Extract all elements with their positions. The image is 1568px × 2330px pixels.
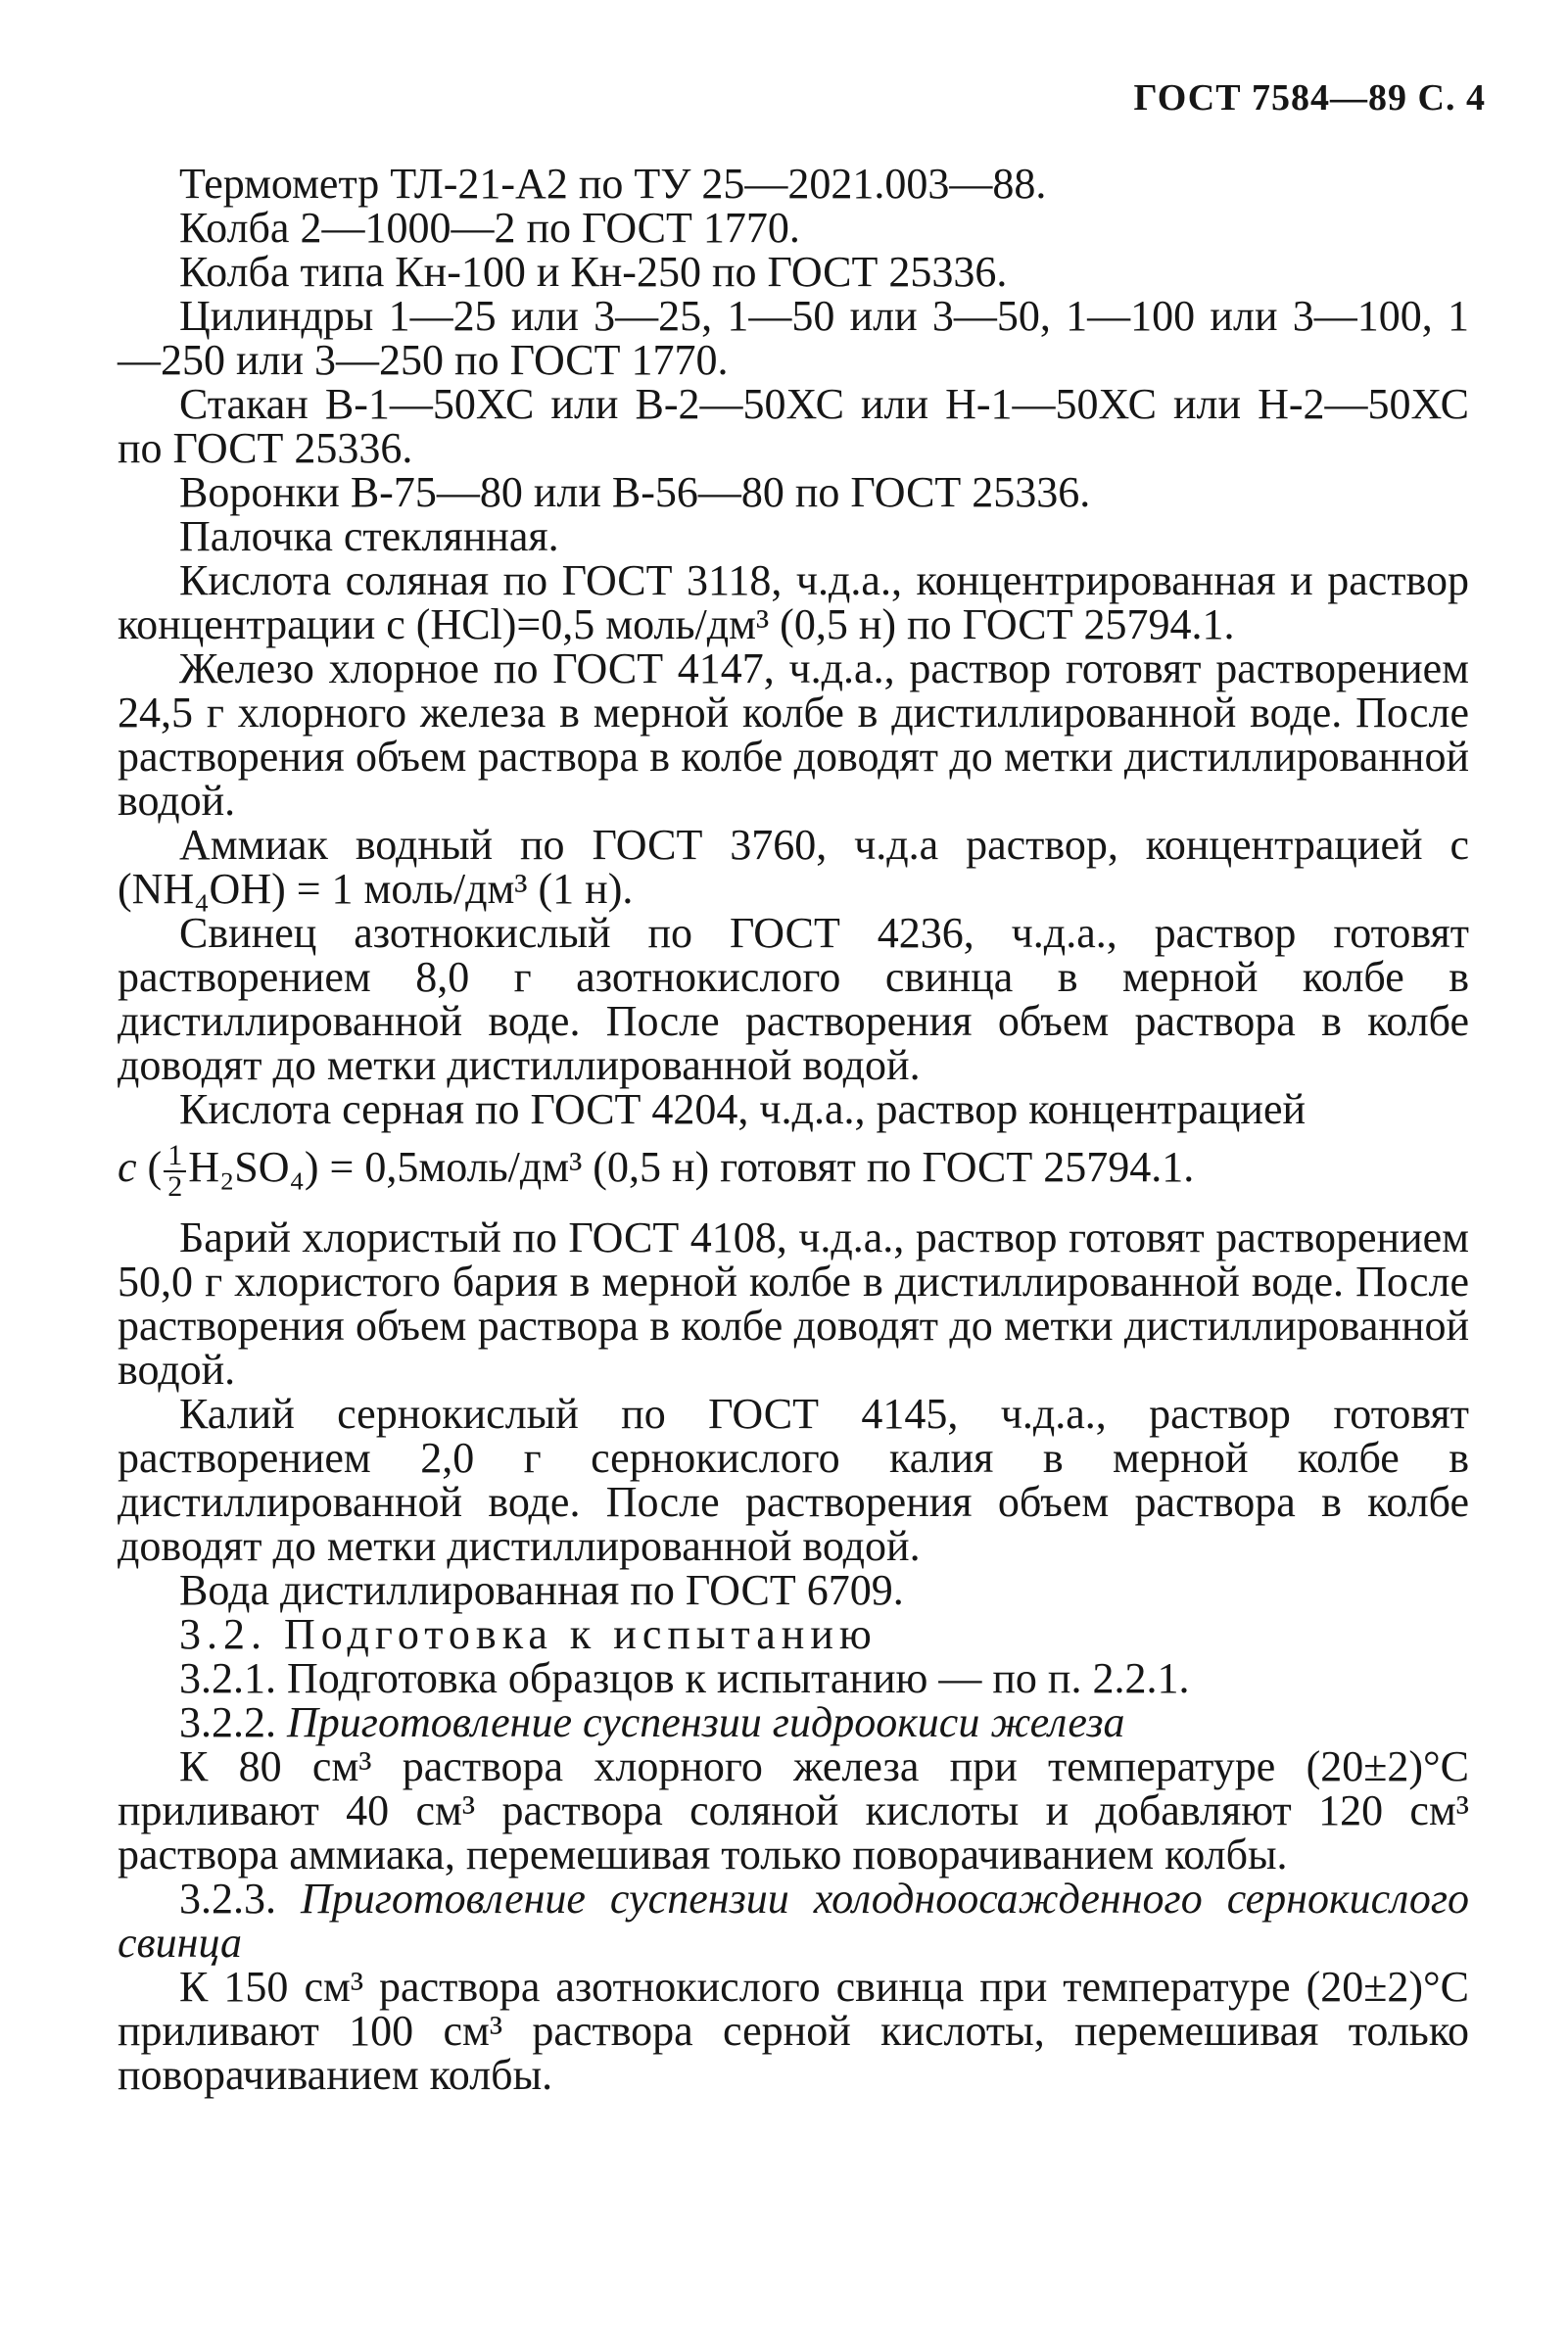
paragraph: Железо хлорное по ГОСТ 4147, ч.д.а., раствор готовят растворением 24,5 г хлорного железа в мерной колбе в дистиллированной воде. После растворения объем раствора в колбе доводят до метки дистиллированной водой. [118, 644, 1469, 825]
item-3-2-3-text: К 150 см³ раствора азотнокислого свинца при температуре (20±2)°С приливают 100 см³ раствора серной кислоты, перемешивая только поворачиванием колбы. [118, 1963, 1469, 2099]
paragraph: Палочка стеклянная. [179, 512, 559, 560]
paragraph: Калий сернокислый по ГОСТ 4145, ч.д.а., раствор готовят растворением 2,0 г сернокислого калия в мерной колбе в дистиллированной воде. После растворения объем раствора в колбе доводят до метки дистиллированной водой. [118, 1390, 1469, 1570]
paragraph: Кислота серная по ГОСТ 4204, ч.д.а., раствор концентрацией [179, 1085, 1307, 1133]
paragraph: Воронки В-75—80 или В-56—80 по ГОСТ 25336. [179, 468, 1091, 516]
document-body [118, 162, 1469, 2097]
item-number: 3.2.2. [179, 1698, 276, 1746]
fraction-numerator: 1 [164, 1141, 186, 1172]
paragraph: Кислота соляная по ГОСТ 3118, ч.д.а., концентрированная и раствор концентрации c (HCl)=0,5 моль/дм³ (0,5 н) по ГОСТ 25794.1. [118, 556, 1469, 648]
item-3-2-1: 3.2.1. Подготовка образцов к испытанию — по п. 2.2.1. [179, 1654, 1190, 1702]
paragraph: Колба 2—1000—2 по ГОСТ 1770. [179, 204, 800, 252]
paragraph: Термометр ТЛ-21-А2 по ТУ 25—2021.003—88. [179, 160, 1047, 208]
paragraph: Стакан В-1—50ХС или В-2—50ХС или Н-1—50ХС или Н-2—50ХС по ГОСТ 25336. [118, 380, 1469, 472]
paragraph: Аммиак водный по ГОСТ 3760, ч.д.а раствор, концентрацией c (NH₄OH) = 1 моль/дм³ (1 н). [118, 821, 1469, 913]
item-number: 3.2.3. [179, 1875, 276, 1923]
fraction-denominator: 2 [167, 1170, 183, 1203]
item-3-2-2-text: К 80 см³ раствора хлорного железа при температуре (20±2)°С приливают 40 см³ раствора соляной кислоты и добавляют 120 см³ раствора аммиака, перемешивая только поворачиванием колбы. [118, 1742, 1469, 1878]
paragraph: Вода дистиллированная по ГОСТ 6709. [179, 1566, 904, 1614]
item-3-2-3-heading [118, 1877, 1469, 1965]
item-title: Приготовление суспензии холодноосажденного сернокислого свинца [118, 1875, 1469, 1967]
item-title: Приготовление суспензии гидроокиси железа [287, 1698, 1125, 1746]
paragraph: Цилиндры 1—25 или 3—25, 1—50 или 3—50, 1—100 или 3—100, 1—250 или 3—250 по ГОСТ 1770. [118, 292, 1469, 384]
page-header: ГОСТ 7584—89 С. 4 [1133, 77, 1486, 119]
fraction [164, 1141, 186, 1202]
formula-open: ( [147, 1143, 163, 1192]
section-heading: 3.2. Подготовка к испытанию [179, 1610, 878, 1658]
item-3-2-2-heading [118, 1700, 1469, 1744]
sulfuric-acid-formula [118, 1131, 1469, 1215]
paragraph: Барий хлористый по ГОСТ 4108, ч.д.а., раствор готовят растворением 50,0 г хлористого бария в мерной колбе в дистиллированной воде. После растворения объем раствора в колбе доводят до метки дистиллированной водой. [118, 1213, 1469, 1394]
paragraph: Колба типа Кн-100 и Кн-250 по ГОСТ 25336. [179, 248, 1008, 296]
formula-symbol: c [118, 1143, 137, 1192]
formula-rest: H₂SO₄) = 0,5моль/дм³ (0,5 н) готовят по ГОСТ 25794.1. [188, 1143, 1195, 1192]
paragraph: Свинец азотнокислый по ГОСТ 4236, ч.д.а., раствор готовят растворением 8,0 г азотнокислого свинца в мерной колбе в дистиллированной воде. После растворения объем раствора в колбе доводят до метки дистиллированной водой. [118, 909, 1469, 1089]
